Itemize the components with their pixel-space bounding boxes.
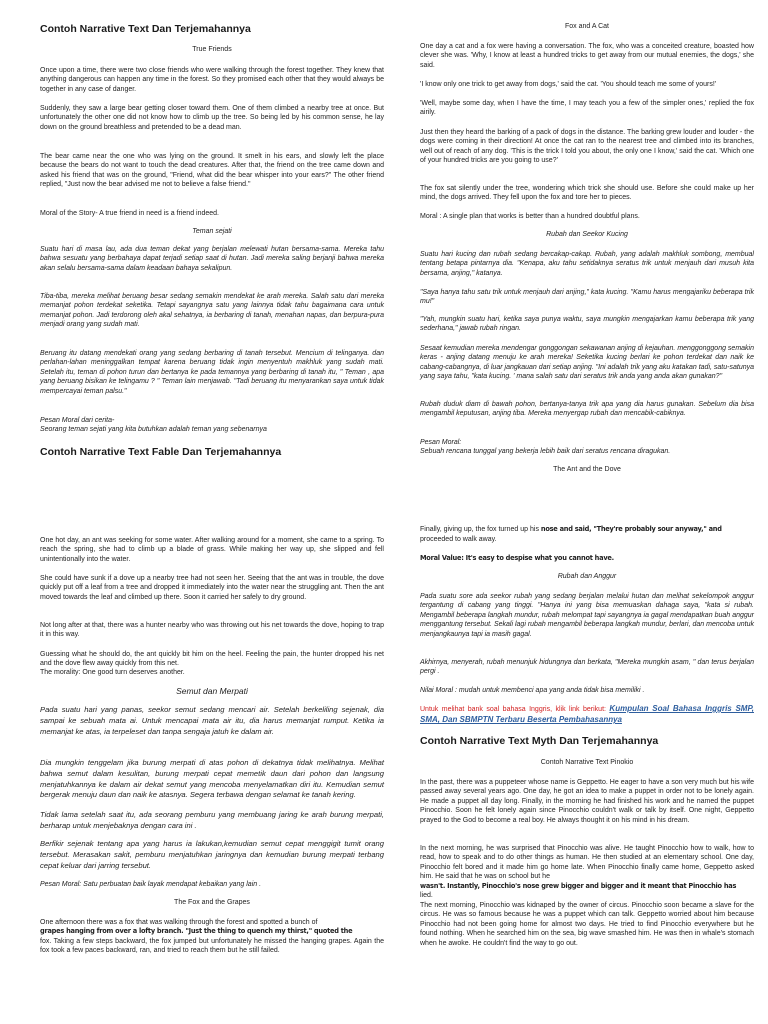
rubah-anggur-p2: Akhirnya, menyerah, rubah menunjuk hidungnya dan berkata, "Mereka mungkin asam, " dan terus berjalan pergi . — [420, 659, 754, 676]
pinokio-p2b: wasn't. Instantly, Pinocchio's nose grew bigger and bigger and it meant that Pinocchio has — [420, 882, 737, 890]
bank-soal-prefix: Untuk melihat bank soal bahasa Inggris, klik link berikut: — [420, 706, 606, 713]
rubah-kucing-moral-label: Pesan Moral: — [420, 439, 462, 446]
ant-dove-p3: Not long after at that, there was a hunter nearby who was throwing out his net towards the dove, hoping to trap it in this way. — [40, 622, 384, 639]
true-friends-p2: Suddenly, they saw a large bear getting closer toward them. One of them climbed a nearby tree at once. But unfortunately the other one did not know how to climb up the tree. So being led by his common sense, he lay down on the ground breathless and pretended to be a dead man. — [40, 105, 384, 131]
semut-p3: Tidak lama setelah saat itu, ada seorang pemburu yang membuang jaring ke arah burung merpati, berharap untuk menjebaknya dengan cara ini . — [40, 810, 384, 830]
teman-sejati-p2: Tiba-tiba, mereka melihat beruang besar sedang semakin mendekat ke arah mereka. Salah satu dari mereka memanjat pohon terdekat seketika. Tetapi sayangnya satu yang lainnya tidak tahu bagaimana cara untuk memanjat pohon. Jadi terdorong oleh akal sehatnya, ia berbaring di tanah, menahan napas, dan berpura-pura menjadi orang yang sudah mati. — [40, 293, 384, 329]
fox-cat-p1: One day a cat and a fox were having a conversation. The fox, who was a conceited creature, boasted how clever she was. 'Why, I know at least a hundred tricks to get away from our mutual enemies, the dogs,' she said. — [420, 43, 754, 69]
ant-dove-p1: One hot day, an ant was seeking for some water. After walking around for a moment, she came to a spring. To reach the spring, she had to climb up a blade of grass. While making her way up, she slipped and fell unintentionally into the water. — [40, 537, 384, 563]
teman-sejati-p3: Beruang itu datang mendekati orang yang sedang berbaring di tanah tersebut. Mencium di telinganya. dan perlahan-lahan meninggalkan tempat karena beruang tidak ingin menyentuh makhluk yang sudah mati. Setelah itu, teman di pohon turun dan bertanya ke pada temannya yang berbaring di tanah itu, " Teman , apa yang beruang bisikan ke telingamu ? " Teman lain menjawab. "Tadi beruang itu menyarankan saya untuk tidak mempercayai teman palsu." — [40, 350, 384, 395]
ant-dove-moral: The morality: One good turn deserves another. — [40, 669, 185, 676]
fox-grapes-p1c: fox. Taking a few steps backward, the fox jumped but unfortunately he missed the hanging grapes. Again the fox took a few paces backward, ran, and tried to reach them but he still failed. — [40, 938, 384, 955]
fox-grapes-cont-p1a: Finally, giving up, the fox turned up his — [420, 526, 539, 533]
fox-cat-moral: Moral : A single plan that works is better than a hundred doubtful plans. — [420, 213, 640, 220]
pinokio-p1: In the past, there was a puppeteer whose name is Geppetto. He eager to have a son very much but his wife passed away several years ago. One day, he got an idea to make a puppet in order not to be lonely again. He made a puppet all day long. Finally, in the morning he had finished his work and he named the puppet Pinocchio. Soon he felt lonely again since Pinocchio couldn't walk or talk by itself. One night, Geppetto prayed to the God to become a real boy. He always thought it on his mind in his dream. — [420, 779, 754, 824]
true-friends-p1: Once upon a time, there were two close friends who were walking through the forest together. They knew that anything dangerous can happen any time in the forest. So they promised each other that they would always be together in any case of danger. — [40, 67, 384, 93]
rubah-kucing-moral: Sebuah rencana tunggal yang bekerja lebih baik dari seratus rencana diragukan. — [420, 448, 671, 455]
semut-p1: Pada suatu hari yang panas, seekor semut sedang mencari air. Setelah berkeliling sejenak, dia sampai ke sebuah mata ai. Untuk mencapai mata air itu, dia harus memanjat rumput. Ketika ia memanjat ke atas, ia terpeleset dan tanpa sengaja jatuh ke dalam air. — [40, 705, 384, 736]
ant-dove-p2: She could have sunk if a dove up a nearby tree had not seen her. Seeing that the ant was in trouble, the dove quickly put off a leaf from a tree and dropped it immediately into the water near the struggling ant. Then the ant moved towards the leaf and climbed up there. Soon it carried her safely to dry ground. — [40, 575, 384, 601]
true-friends-moral: Moral of the Story- A true friend in need is a friend indeed. — [40, 210, 219, 217]
rubah-kucing-p5: Rubah duduk diam di bawah pohon, bertanya-tanya trik apa yang dia harus gunakan. Sebelum dia bisa mengambil keputusan, anjing tiba. Mereka menyergap rubah dan mencabik-cabiknya. — [420, 401, 754, 418]
fox-grapes-cont-p1b: nose and said, "They're probably sour anyway," and — [540, 525, 722, 533]
semut-p2: Dia mungkin tenggelam jika burung merpati di atas pohon di dekatnya tidak melihatnya. Melihat bahwa semut dalam kesulitan, burung merpati cepat memetik daun dari pohon dan langsung menjatuhkannya ke dalam air dekat semut yang mencoba menyelamatkan diri itu. Kemudian semut bergerak menuju daun dan naik ke atasnya. Segera terbawa dengan selamat ke tanah kering. — [40, 758, 384, 800]
story-title-fox-cat: Fox and A Cat — [565, 23, 609, 30]
ant-dove-p4: Guessing what he should do, the ant quickly bit him on the heel. Feeling the pain, the hunter dropped his net and the dove flew away quickly from this net. — [40, 651, 384, 668]
pinokio-p2a: In the next morning, he was surprised that Pinocchio was alive. He taught Pinocchio how to walk, how to read, how to speak and to do other things as human. He then studied at an elementary school. One day, Pinocchio felt bored and it made him go home late. When Pinocchio finally came home, Geppetto asked him. He said that he was on school but he — [420, 845, 754, 881]
fox-cat-p2: 'I know only one trick to get away from dogs,' said the cat. 'You should teach me some of yours!' — [420, 81, 717, 88]
bank-soal-link[interactable]: Kumpulan Soal Bahasa Inggris SMP, SMA, Dan SBMPTN Terbaru Beserta Pembahasannya — [420, 704, 754, 724]
rubah-kucing-p4: Sesaat kemudian mereka mendengar gonggongan sekawanan anjing di kejauhan. menggonggong semakin keras - anjing datang menuju ke arah mereka! Seketika kucing berlari ke pohon terdekat dan naik ke cabang-cabangnya, di luar jangkauan dari setiap anjing. "Ini adalah trik yang aku katakan tadi, satu-satunya yang saya tahu, "kata kucing. ' mana salah satu dari seratus trik anda yang anda akan gunakan?" — [420, 345, 754, 381]
pinokio-p3: The next morning, Pinocchio was kidnaped by the owner of circus. Pinocchio soon became a slave for the circus. He was so famous because he was a puppet which can talk. Geppetto worried about him because Pinocchio had not been going home for almost two days. He tried to find Pinocchio everywhere but he found nothing. When he searched him on the sea, big wave smashed him. He was then in whale's stomach when he awoke. He couldn't find the way to go out. — [420, 902, 754, 947]
story-title-ant-dove: The Ant and the Dove — [553, 466, 621, 473]
semut-p4: Berfikir sejenak tentang apa yang harus ia lakukan,kemudian semut cepat menggigit tumit orang tersebut. Merasakan sakit, pemburu menjatuhkan jaringnya dan kemudian burung merpati terbang cepat keluar dari jarring tersebut. — [40, 839, 384, 870]
fox-grapes-cont-p1c: proceeded to walk away. — [420, 536, 497, 543]
story-title-teman-sejati: Teman sejati — [192, 228, 232, 235]
fox-cat-p5: The fox sat silently under the tree, wondering which trick she should use. Before she could make up her mind, the dogs arrived. They fell upon the fox and tore her to pieces. — [420, 185, 754, 202]
rubah-kucing-p1: Suatu hari kucing dan rubah sedang bercakap-cakap. Rubah, yang adalah makhluk sombong, membual tentang betapa pintarnya dia. "Kenapa, aku tahu setidaknya seratus trik untuk menjauh dari musuh kita bersama, anjing," katanya. — [420, 251, 754, 277]
heading-fable: Contoh Narrative Text Fable Dan Terjemahannya — [40, 446, 282, 458]
story-title-rubah-kucing: Rubah dan Seekor Kucing — [546, 231, 628, 238]
fox-grapes-cont-moral: Moral Value: It's easy to despise what you cannot have. — [420, 554, 614, 562]
fox-grapes-p1b: grapes hanging from over a lofty branch. "Just the thing to quench my thirst," quoted the — [40, 927, 353, 935]
rubah-anggur-moral: Nilai Moral : mudah untuk membenci apa yang anda tidak bisa memiliki . — [420, 687, 645, 694]
story-title-semut-merpati: Semut dan Merpati — [176, 686, 248, 696]
story-title-true-friends: True Friends — [192, 46, 232, 53]
rubah-kucing-p2: "Saya hanya tahu satu trik untuk menjauh dari anjing," kata kucing. "Kamu harus mengajariku beberapa trik mu!" — [420, 289, 754, 306]
heading-narrative-text: Contoh Narrative Text Dan Terjemahannya — [40, 23, 251, 35]
story-title-fox-grapes: The Fox and the Grapes — [174, 899, 250, 906]
fox-grapes-p1a: One afternoon there was a fox that was walking through the forest and spotted a bunch of — [40, 919, 318, 926]
fox-cat-p4: Just then they heard the barking of a pack of dogs in the distance. The barking grew louder and louder - the dogs were coming in their direction! At once the cat ran to the nearest tree and climbed into its branches, well out of reach of any dog. 'This is the trick I told you about, the only one I know,' said the cat. 'Which one of your hundred tricks are you going to use?' — [420, 129, 754, 165]
semut-moral: Pesan Moral: Satu perbuatan baik layak mendapat kebaikan yang lain . — [40, 881, 262, 888]
fox-cat-p3: 'Well, maybe some day, when I have the time, I may teach you a few of the simpler ones,' replied the fox airily. — [420, 100, 754, 117]
pinokio-p2c: lied. — [420, 892, 433, 899]
teman-sejati-moral-label: Pesan Moral dari cerita- — [40, 417, 115, 424]
story-title-pinokio: Contoh Narrative Text Pinokio — [540, 759, 634, 766]
rubah-kucing-p3: "Yah, mungkin suatu hari, ketika saya punya waktu, saya mungkin mengajarkan kamu beberapa trik yang sederhana," jawab rubah ringan. — [420, 316, 754, 333]
fox-grapes-cont-p1 — [420, 525, 754, 534]
bank-soal-link-block — [420, 704, 754, 726]
true-friends-p3: The bear came near the one who was lying on the ground. It smelt in his ears, and slowly left the place because the bears do not want to touch the dead creatures. After that, the friend on the tree came down and asked his friend that was on the ground, "Friend, what did the bear whisper into your ears?" The other friend replied, "Just now the bear advised me not to believe a false friend." — [40, 153, 384, 189]
teman-sejati-p1: Suatu hari di masa lau, ada dua teman dekat yang berjalan melewati hutan bersama-sama. Mereka tahu bahwa sesuatu yang berbahaya dapat terjadi setiap saat di hutan. Jadi mereka saling berjanji bahwa mereka akan selalu bersama-sama dalam keadaan bahaya sekalipun. — [40, 246, 384, 272]
rubah-anggur-p1: Pada suatu sore ada seekor rubah yang sedang berjalan melalui hutan dan melihat sekelompok anggur tergantung di cabang yang tinggi. "Hanya ini yang bisa memuaskan dahaga saya, "kata si rubah. Mengambil beberapa langkah mundur, rubah melompat tapi sayangnya ia gagal mendapatkan buah anggur menggantung tersebut. Sekali lagi rubah mengambil beberapa langkah mundur, berlari, dan mencoba untuk menjangkaunya tapi ia masih gagal. — [420, 593, 754, 638]
heading-myth: Contoh Narrative Text Myth Dan Terjemahannya — [420, 735, 659, 747]
teman-sejati-moral: Seorang teman sejati yang kita butuhkan adalah teman yang sebenarnya — [40, 426, 267, 433]
story-title-rubah-anggur: Rubah dan Anggur — [557, 573, 617, 580]
